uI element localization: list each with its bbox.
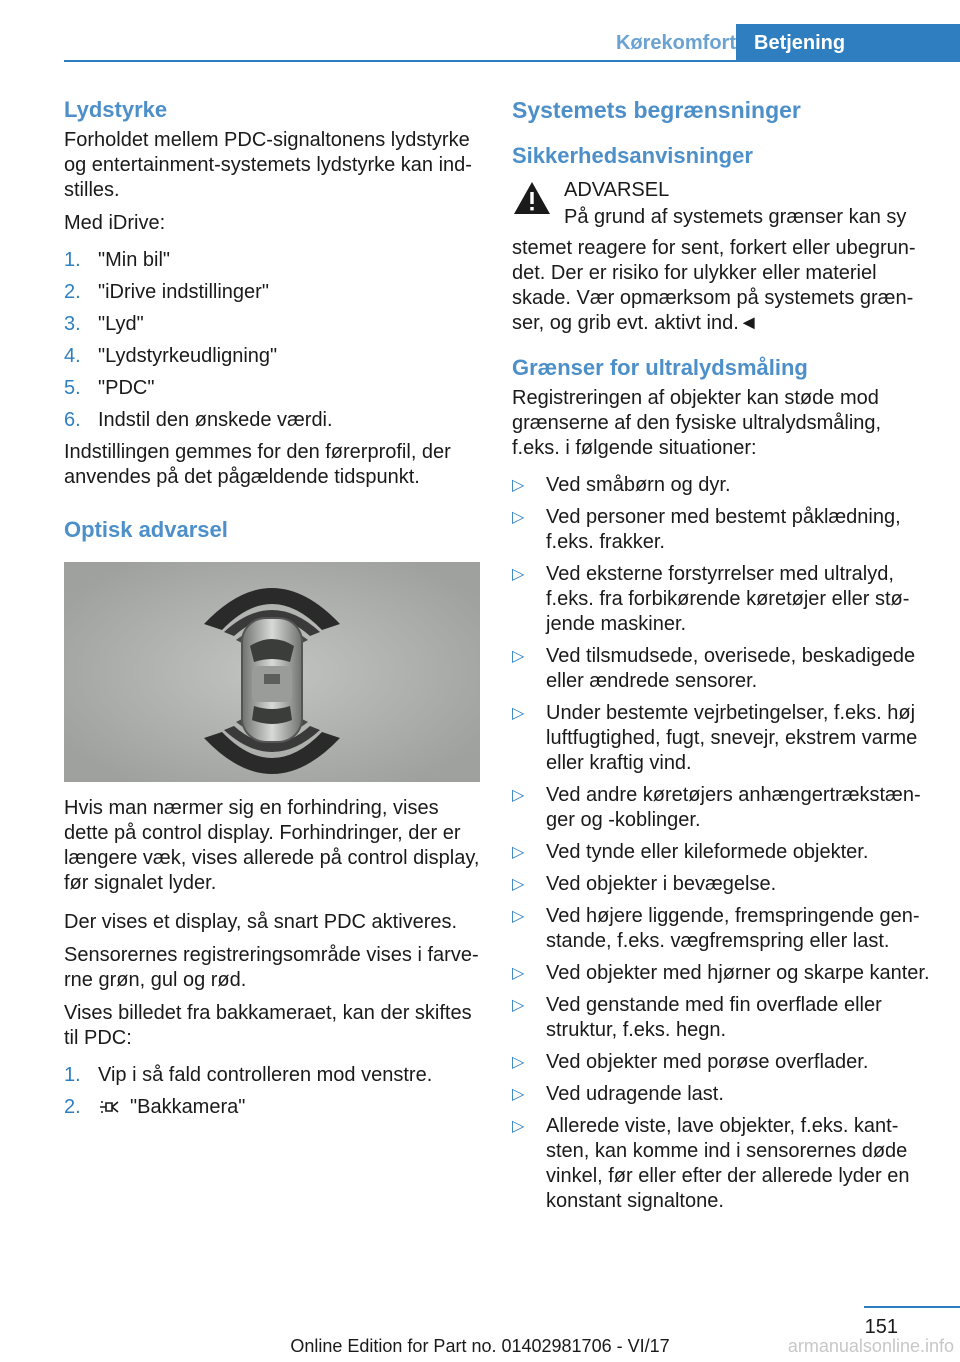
watermark: armanualsonline.info (787, 1336, 954, 1356)
step-item (64, 280, 480, 305)
triangle-bullet-icon: ▷ (512, 1054, 525, 1071)
optisk-heading: Optisk advarsel (64, 517, 228, 542)
list-item: ▷ Ved tilsmudsede, overisede, beskadigede eller ændrede sensorer. (512, 645, 916, 692)
list-item: ▷ Ved objekter med porøse overflader. (512, 1051, 869, 1073)
step-number: 4. (64, 345, 81, 367)
left-column (64, 96, 480, 1128)
step-number: 1. (64, 1064, 81, 1086)
triangle-bullet-icon: ▷ (512, 705, 525, 722)
limitations-list (512, 473, 932, 1214)
header-section-tab: Kørekomfort (615, 32, 736, 54)
step-item (64, 312, 480, 337)
list-item: ▷ Ved objekter med hjørner og skarpe kanter. (512, 962, 930, 984)
step-number: 6. (64, 409, 81, 431)
list-item: ▷ Ved småbørn og dyr. (512, 474, 731, 496)
optisk-para3: Sensorernes registreringsområde vises i farverne grøn, gul og rød. (64, 944, 479, 991)
step-number: 3. (64, 313, 81, 335)
triangle-bullet-icon: ▷ (512, 648, 525, 665)
triangle-bullet-icon: ▷ (512, 876, 525, 893)
step-item (64, 376, 480, 401)
rear-camera-icon (98, 1098, 120, 1116)
list-item: ▷ Ved andre køretøjers anhængertrækstænger og -koblinger. (512, 784, 921, 831)
triangle-bullet-icon: ▷ (512, 965, 525, 982)
step-number: 2. (64, 1096, 81, 1118)
warning-text-first: På grund af systemets grænser kan sy (564, 206, 907, 228)
header-chapter-tab: Betjening (736, 24, 960, 62)
step-item (64, 248, 480, 273)
header-rule (64, 60, 960, 62)
list-item: ▷ Ved udragende last. (512, 1083, 724, 1105)
ultra-intro: Registreringen af objekter kan støde mod grænserne af den fysiske ultralydsmåling, f.eks. i følgende situationer: (512, 387, 882, 459)
stored-text: Indstillingen gemmes for den førerprofil, der anvendes på det pågældende tidspunkt. (64, 441, 451, 488)
page-number: 151 (864, 1316, 898, 1338)
step-text: Indstil den ønskede værdi. (98, 409, 333, 431)
step-item (64, 408, 480, 433)
list-item: ▷ Ved eksterne forstyrrelser med ultralyd, f.eks. fra forbikørende køretøjer eller støjende maskiner. (512, 563, 910, 635)
step-text: "Lyd" (98, 313, 144, 335)
optisk-para4: Vises billedet fra bakkameraet, kan der skiftes til PDC: (64, 1002, 472, 1049)
safety-heading: Sikkerhedsanvisninger (512, 143, 753, 168)
lydstyrke-text: Forholdet mellem PDC-signaltonens lydstyrke og entertainment-systemets lydstyrke kan indstilles. (64, 129, 472, 201)
step-text: "iDrive indstillinger" (98, 281, 269, 303)
warning-label: ADVARSEL (564, 179, 670, 201)
step-number: 1. (64, 249, 81, 271)
step-item (64, 1095, 480, 1120)
step-text: "Min bil" (98, 249, 170, 271)
triangle-bullet-icon: ▷ (512, 477, 525, 494)
pdc-display-image (64, 562, 480, 782)
warning-triangle-icon (512, 180, 552, 216)
ultra-heading: Grænser for ultralydsmåling (512, 355, 808, 380)
optisk-para1: Hvis man nærmer sig en forhindring, vises dette på control display. Forhindringer, der er længere væk, vises allerede på control display, før signalet lyder. (64, 797, 480, 894)
list-item: ▷ Ved genstande med fin overflade eller struktur, f.eks. hegn. (512, 994, 882, 1041)
step-number: 2. (64, 281, 81, 303)
lydstyrke-heading: Lydstyrke (64, 97, 168, 122)
list-item: ▷ Allerede viste, lave objekter, f.eks. kantsten, kan komme ind i sensorernes døde vinkel, før eller efter der allerede lyder en konstant signaltone. (512, 1115, 910, 1212)
idrive-intro: Med iDrive: (64, 212, 166, 234)
triangle-bullet-icon: ▷ (512, 844, 525, 861)
step-text: "PDC" (98, 377, 155, 399)
limits-heading: Systemets begrænsninger (512, 97, 801, 123)
pdc-car-illustration (64, 562, 480, 782)
step-text: Vip i så fald controlleren mod venstre. (98, 1064, 433, 1086)
edition-footer: Online Edition for Part no. 01402981706 - VI/17 (290, 1336, 670, 1356)
camera-steps (64, 1063, 480, 1120)
optisk-para2: Der vises et display, så snart PDC aktiveres. (64, 911, 458, 933)
warning-box (512, 178, 932, 230)
step-item (64, 344, 480, 369)
list-item: ▷ Ved objekter i bevægelse. (512, 873, 777, 895)
triangle-bullet-icon: ▷ (512, 566, 525, 583)
list-item: ▷ Ved tynde eller kileformede objekter. (512, 841, 869, 863)
step-text: "Bakkamera" (130, 1096, 246, 1118)
step-item (64, 1063, 480, 1088)
step-number: 5. (64, 377, 81, 399)
idrive-steps (64, 248, 480, 433)
list-item: ▷ Under bestemte vejrbetingelser, f.eks. høj luftfugtighed, fugt, snevejr, ekstrem varme eller kraftig vind. (512, 702, 918, 774)
right-column (512, 96, 932, 1221)
step-text: "Lydstyrkeudligning" (98, 345, 278, 367)
list-item: ▷ Ved højere liggende, fremspringende genstande, f.eks. vægfremspring eller last. (512, 905, 920, 952)
triangle-bullet-icon: ▷ (512, 1086, 525, 1103)
triangle-bullet-icon: ▷ (512, 1118, 525, 1135)
triangle-bullet-icon: ▷ (512, 509, 525, 526)
triangle-bullet-icon: ▷ (512, 908, 525, 925)
triangle-bullet-icon: ▷ (512, 997, 525, 1014)
list-item: ▷ Ved personer med bestemt påklædning, f.eks. frakker. (512, 506, 901, 553)
triangle-bullet-icon: ▷ (512, 787, 525, 804)
footer-rule (864, 1306, 960, 1308)
warning-text-rest: stemet reagere for sent, forkert eller ubegrundet. Der er risiko for ulykker eller materiel skade. Vær opmærksom på systemets grænser, og grib evt. aktivt ind.◄ (512, 237, 916, 334)
